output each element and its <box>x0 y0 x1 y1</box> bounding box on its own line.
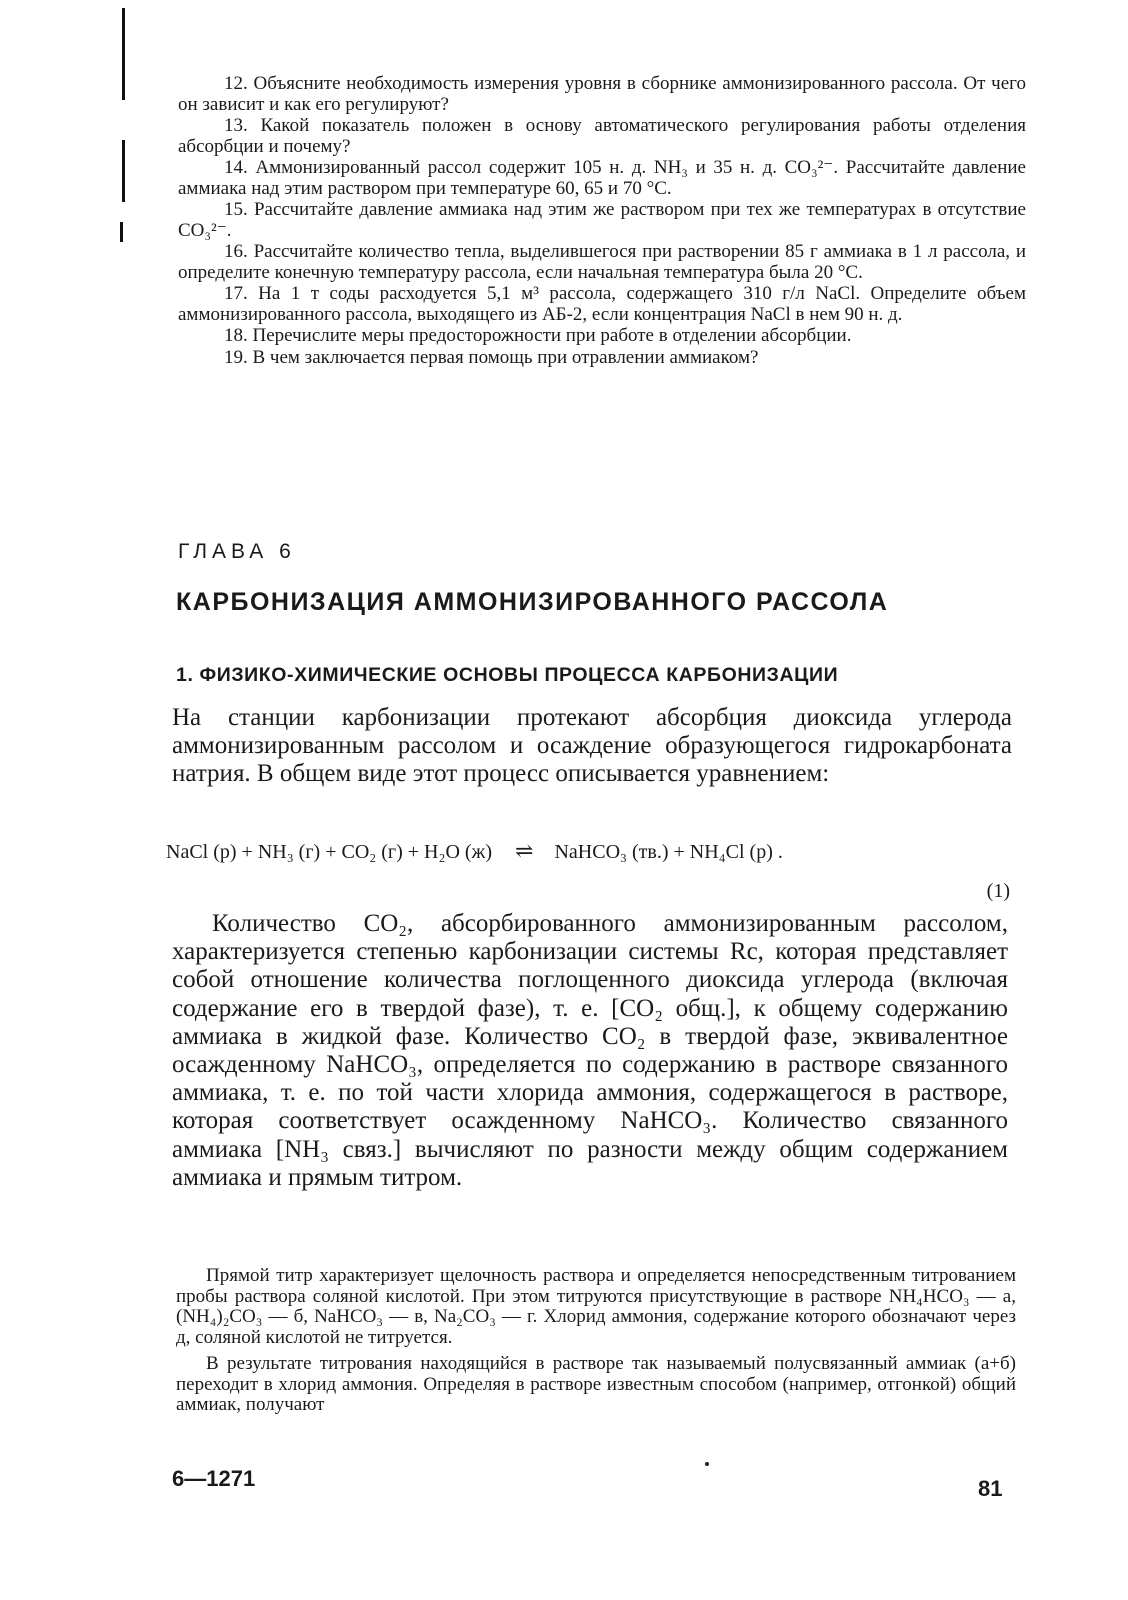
question-item: 19. В чем заключается первая помощь при отравлении аммиаком? <box>224 346 759 368</box>
question-item: 12. Объясните необходимость измерения уровня в сборнике аммонизированного рассола. От чего он зависит и как его регулируют? <box>178 73 1026 115</box>
equation-left: NaCl (р) + NH₃ (г) + CO₂ (г) + H₂O (ж) <box>166 841 493 863</box>
reaction-equation <box>166 838 1016 864</box>
margin-line <box>122 140 125 202</box>
margin-line <box>120 222 123 242</box>
question-item: 17. На 1 т соды расходуется 5,1 м³ рассола, содержащего 310 г/л NaCl. Определите объем аммонизированного рассола, выходящего из АБ-2, если концентрация NaCl в нем 90 н. д. <box>178 283 1026 325</box>
question-item: 14. Аммонизированный рассол содержит 105 н. д. NH₃ и 35 н. д. CO₃²⁻. Рассчитайте давление аммиака над этим раствором при температуре 60, 65 и 70 °С. <box>178 157 1026 199</box>
margin-line <box>122 8 125 100</box>
small-print-notes <box>176 1266 1016 1422</box>
section-title: 1. ФИЗИКО-ХИМИЧЕСКИЕ ОСНОВЫ ПРОЦЕССА КАРБОНИЗАЦИИ <box>176 664 839 686</box>
scan-dot <box>705 1462 709 1466</box>
question-item: 18. Перечислите меры предосторожности при работе в отделении абсорбции. <box>224 325 852 346</box>
question-item: 15. Рассчитайте давление аммиака над этим же раствором при тех же температурах в отсутствие CO₃²⁻. <box>178 199 1026 241</box>
note-paragraph: В результате титрования находящийся в растворе так называемый полусвязанный аммиак (а+б) переходит в хлорид аммония. Определяя в растворе известным способом (например, отгонкой) общий аммиак, получают <box>176 1353 1016 1415</box>
chapter-label: ГЛАВА 6 <box>178 540 296 563</box>
page-number: 81 <box>978 1476 1003 1501</box>
question-item: 16. Рассчитайте количество тепла, выделившегося при растворении 85 г аммиака в 1 л рассола, и определите конечную температуру рассола, если начальная температура была 20 °С. <box>178 241 1026 283</box>
equilibrium-arrow-icon: ⇌ <box>515 838 532 863</box>
note-paragraph: Прямой титр характеризует щелочность раствора и определяется непосредственным титрованием пробы раствора соляной кислотой. При этом титруются присутствующие в растворе NH₄HCO₃ — а, (NH₄)₂CO₃ — б, NaHCO₃ — в, Na₂CO₃ — г. Хлорид аммония, содержание которого обозначают через д, соляной кислотой не титруется. <box>176 1265 1016 1348</box>
review-questions <box>178 74 1026 369</box>
equation-number: (1) <box>986 880 1010 902</box>
equation-right: NaHCO₃ (тв.) + NH₄Cl (р) . <box>554 841 783 863</box>
main-paragraph: Количество CO₂, абсорбированного аммонизированным рассолом, характеризуется степенью карбонизации системы Rc, которая представляет собой отношение количества поглощенного диоксида углерода (включая содержание его в твердой фазе), т. е. [CO₂ общ.], к общему содержанию аммиака в жидкой фазе. Количество CO₂ в твердой фазе, эквивалентное осажденному NaHCO₃, определяется по содержанию в растворе связанного аммиака, т. е. по той части хлорида аммония, содержащегося в растворе, которая соответствует осажденному NaHCO₃. Количество связанного аммиака [NH₃ связ.] вычисляют по разности между общим содержанием аммиака и прямым титром. <box>172 910 1008 1191</box>
chapter-title: КАРБОНИЗАЦИЯ АММОНИЗИРОВАННОГО РАССОЛА <box>176 588 889 616</box>
printer-signature: 6—1271 <box>172 1466 256 1491</box>
intro-paragraph: На станции карбонизации протекают абсорбция диоксида углерода аммонизированным рассолом и осаждение образующегося гидрокарбоната натрия. В общем виде этот процесс описывается уравнением: <box>172 704 1012 787</box>
question-item: 13. Какой показатель положен в основу автоматического регулирования работы отделения абсорбции и почему? <box>178 115 1026 157</box>
